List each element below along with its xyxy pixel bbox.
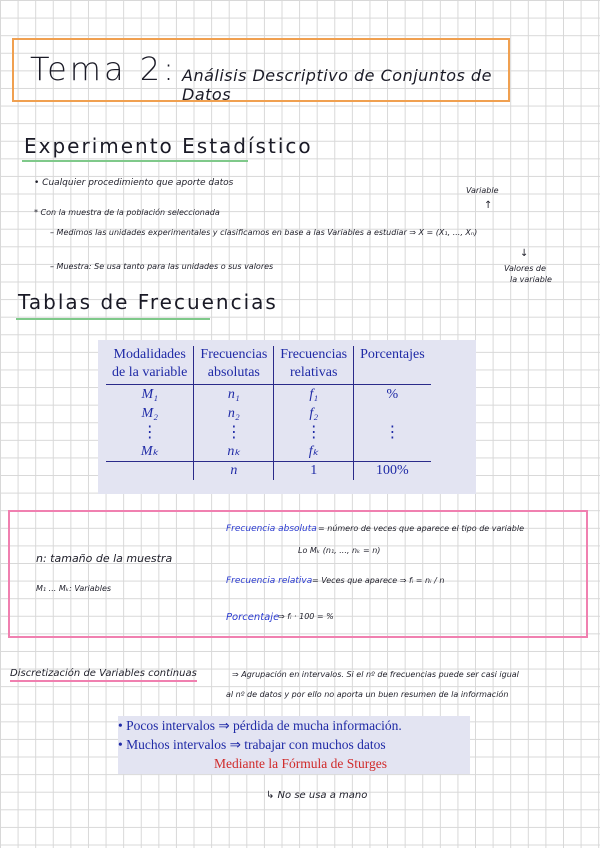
abs-label: Frecuencia absoluta (226, 524, 317, 534)
bullet-pocos: • Pocos intervalos ⇒ pérdida de mucha información. (118, 718, 402, 733)
table-row: ⋮ ⋮ ⋮ ⋮ (106, 423, 431, 442)
sub-muestra: – Muestra: Se usa tanto para las unidades o sus valores (50, 262, 274, 271)
m-definition: M₁ ... Mₖ: Variables (36, 584, 112, 593)
arrow-up-icon: ↑ (484, 200, 493, 211)
arrow-down-icon: ↓ (520, 248, 529, 259)
n-definition: n: tamaño de la muestra (36, 552, 173, 565)
variable-label: Variable (466, 186, 499, 195)
table-total-row: n 1 100% (106, 462, 431, 481)
page-subtitle: Análisis Descriptivo de Conjuntos de Datos (182, 66, 492, 104)
table-row: Mₖ nₖ fₖ (106, 442, 431, 462)
table-row: M₁ n₁ f₁ % (106, 385, 431, 405)
sub-medimos: – Medimos las unidades experimentales y clasificamos en base a las Variables a estudiar ⇒ X = (X₁, ..., Xₙ) (50, 228, 478, 237)
rel-label: Frecuencia relativa (226, 576, 313, 586)
mano-note: ↳ No se usa a mano (266, 790, 368, 801)
table-header: Porcentajes (354, 346, 431, 385)
abs-text: = número de veces que aparece el tipo de variable (318, 524, 525, 533)
valores-label-2: la variable (510, 275, 552, 284)
frequency-table-panel (98, 340, 476, 494)
sturges-text: Mediante la Fórmula de Sturges (214, 756, 387, 771)
pct-label: Porcentaje (226, 612, 280, 623)
title-box (12, 38, 510, 102)
heading-tablas: Tablas de Frecuencias (18, 290, 278, 314)
table-row: M₂ n₂ f₂ (106, 404, 431, 423)
discretizacion-text-2: al nº de datos y por ello no aporta un buen resumen de la información (226, 690, 509, 699)
heading-experimento: Experimento Estadístico (24, 134, 313, 158)
discretizacion-text: ⇒ Agrupación en intervalos. Si el nº de frecuencias puede ser casi igual (232, 670, 519, 679)
frequency-table (106, 346, 431, 480)
rel-text: = Veces que aparece ⇒ fᵢ = nᵢ / n (312, 576, 445, 585)
bullet-muestra: * Con la muestra de la población seleccionada (34, 208, 220, 217)
bullet-muchos: • Muchos intervalos ⇒ trabajar con muchos datos (118, 737, 386, 752)
valores-label: Valores de (504, 264, 546, 273)
bullet-procedimiento: • Cualquier procedimiento que aporte datos (34, 178, 234, 188)
discretizacion-label: Discretización de Variables continuas (10, 668, 197, 682)
table-header: Frecuencias relativas (274, 346, 354, 385)
heading-underline (22, 160, 248, 162)
table-header: Modalidades de la variable (106, 346, 194, 385)
page-title: Tema 2: (30, 50, 177, 88)
intervals-box (118, 716, 470, 774)
pct-text: ⇒ fᵢ · 100 = % (278, 612, 334, 621)
table-header: Frecuencias absolutas (194, 346, 274, 385)
abs-sub: Lo Mₖ (n₁, ..., nₖ = n) (298, 546, 381, 555)
heading-underline (16, 318, 210, 320)
